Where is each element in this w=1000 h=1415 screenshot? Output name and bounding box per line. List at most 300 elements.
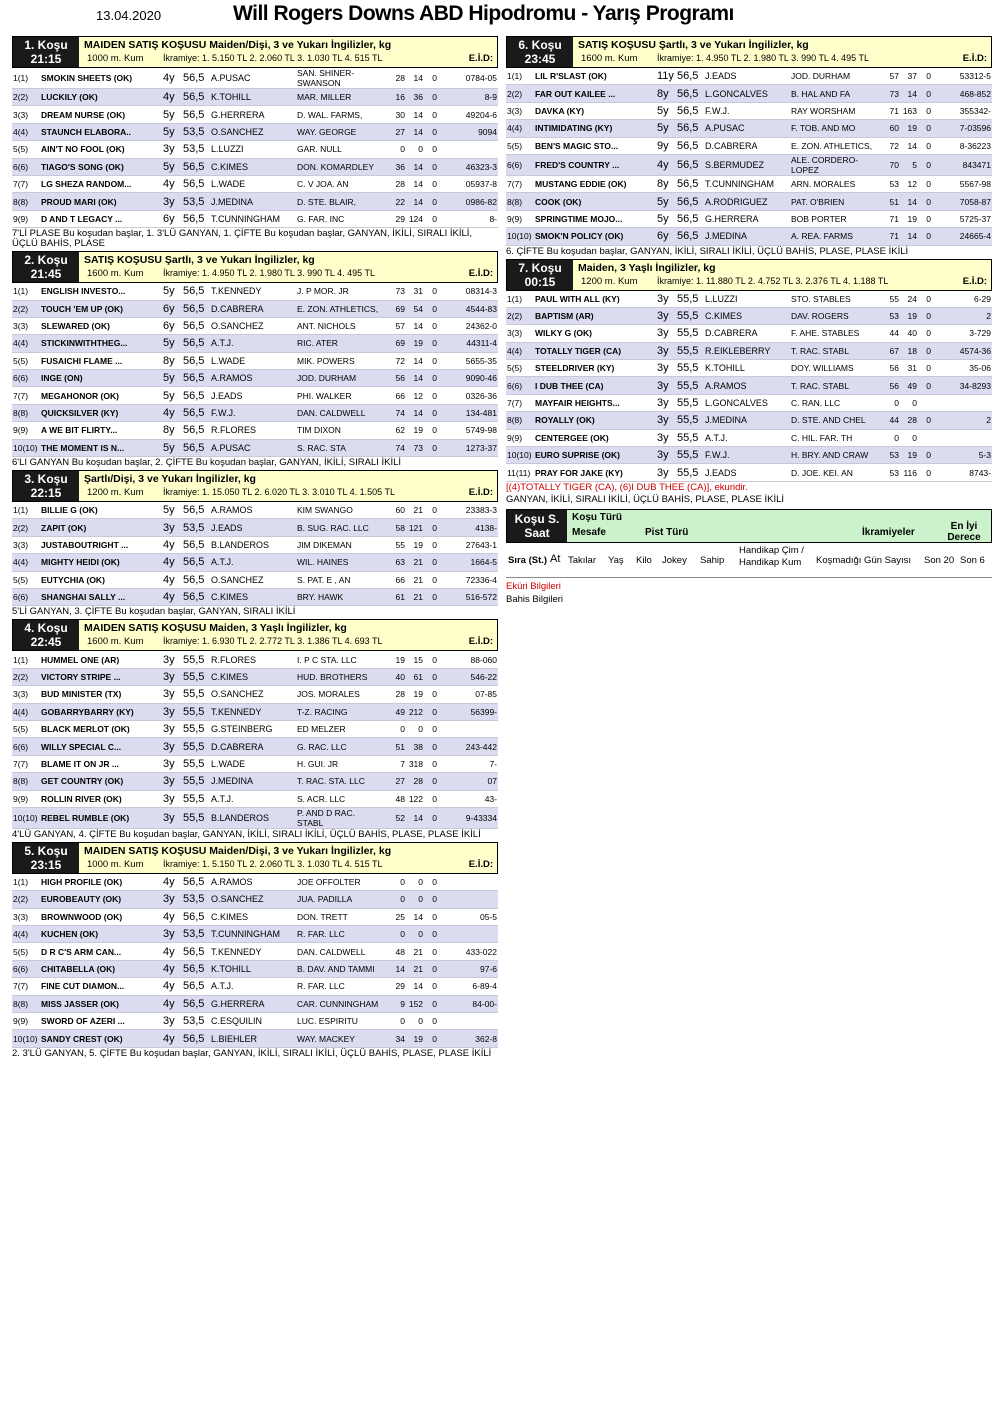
handicap-points: 55: [889, 293, 899, 304]
horse-weight: 56,5: [183, 354, 205, 367]
runner-number: 10(10): [507, 231, 532, 242]
race-eid: E.İ.D:: [468, 53, 493, 64]
handicap-points: 25: [395, 911, 405, 922]
horse-weight: 55,5: [677, 362, 699, 375]
days-not-run: 14: [907, 196, 917, 207]
owner-name: E. ZON. ATHLETICS,: [791, 140, 873, 151]
horse-name: STEELDRIVER (KY): [535, 363, 615, 374]
runner-g: 0: [432, 144, 437, 155]
last-form: 5725-37: [959, 213, 991, 224]
days-not-run: 116: [903, 467, 917, 478]
runner-number: 2(2): [507, 311, 523, 322]
runner-number: 7(7): [507, 398, 523, 409]
last-form: 9094: [478, 126, 497, 137]
table-row: [12, 651, 498, 668]
jockey-name: T.KENNEDY: [211, 286, 262, 297]
legend-col-order: Sıra (St.): [508, 554, 548, 566]
horse-age: 4y: [163, 980, 175, 993]
horse-name: PAUL WITH ALL (KY): [535, 293, 620, 304]
race-header: [12, 619, 498, 651]
last-form: 546-22: [470, 671, 497, 682]
race-info: [79, 252, 497, 282]
legend-header: [506, 509, 992, 543]
race-block: [12, 619, 498, 829]
table-row: [12, 123, 498, 140]
horse-age: 3y: [657, 310, 669, 323]
table-row: [12, 370, 498, 387]
jockey-name: L.LUZZI: [705, 293, 738, 304]
owner-name: S. ACR. LLC: [297, 793, 346, 804]
last-form: 56399-: [470, 706, 497, 717]
handicap-points: 52: [395, 812, 405, 823]
days-not-run: 14: [413, 812, 423, 823]
horse-age: 6y: [657, 230, 669, 243]
horse-name: MUSTANG EDDIE (OK): [535, 179, 627, 190]
jockey-name: F.W.J.: [211, 408, 236, 419]
runner-number: 9(9): [13, 793, 29, 804]
handicap-points: 44: [889, 415, 899, 426]
race-eid: E.İ.D:: [962, 275, 987, 287]
horse-name: EUROBEAUTY (OK): [41, 894, 122, 905]
handicap-points: 28: [395, 689, 405, 700]
horse-weight: 56,5: [183, 876, 205, 889]
days-not-run: 73: [413, 442, 423, 453]
runner-g: 0: [432, 946, 437, 957]
runner-number: 7(7): [507, 179, 523, 190]
race-time: 23:15: [30, 857, 62, 872]
last-form: 72336-4: [465, 574, 497, 585]
horse-weight: 55,5: [183, 775, 205, 788]
horse-age: 3y: [163, 705, 175, 718]
days-not-run: 21: [413, 964, 423, 975]
race-time: 23:45: [524, 52, 556, 66]
table-row: [506, 193, 992, 210]
table-row: [506, 291, 992, 308]
table-row: [506, 85, 992, 102]
horse-name: D R C'S ARM CAN...: [41, 946, 122, 957]
legend-info: [567, 510, 991, 542]
horse-weight: 55,5: [183, 653, 205, 666]
runner-number: 10(10): [13, 1033, 38, 1044]
runner-number: 9(9): [507, 432, 523, 443]
days-not-run: 21: [413, 592, 423, 603]
race-info: [79, 471, 497, 501]
runner-g: 0: [432, 540, 437, 550]
handicap-points: 40: [395, 671, 405, 682]
handicap-points: 9: [400, 998, 405, 1009]
race-distance: 1600 m. Kum: [581, 53, 638, 64]
runner-g: 0: [926, 293, 931, 304]
last-form: 5655-35: [465, 355, 497, 366]
handicap-points: 73: [395, 286, 405, 297]
jockey-name: A.T.J.: [211, 338, 234, 349]
horse-weight: 56,5: [183, 407, 205, 420]
horse-name: ROLLIN RIVER (OK): [41, 793, 122, 804]
jockey-name: A.PUSAC: [705, 123, 745, 134]
table-row: [12, 978, 498, 995]
table-row: [12, 439, 498, 456]
jockey-name: J.MEDINA: [705, 231, 748, 242]
legend-col-age: Yaş: [608, 554, 624, 566]
horse-weight: 55,5: [183, 705, 205, 718]
table-row: [12, 106, 498, 123]
last-form: 5567-98: [959, 179, 991, 190]
days-not-run: 19: [413, 689, 423, 700]
owner-name: T-Z. RACING: [297, 706, 348, 717]
handicap-points: 27: [395, 776, 405, 787]
owner-name: G. RAC. LLC: [297, 741, 347, 752]
horse-name: CENTERGEE (OK): [535, 432, 609, 443]
horse-weight: 56,5: [183, 372, 205, 385]
days-not-run: 14: [413, 355, 423, 366]
days-not-run: 121: [408, 522, 423, 533]
runners-table: [12, 68, 498, 228]
days-not-run: 14: [907, 88, 917, 99]
horse-name: GET COUNTRY (OK): [41, 776, 124, 787]
bet-info-note: GANYAN, İKİLİ, SIRALI İKİLİ, ÜÇLÜ BAHİS, PLASE, PLASE İKİLİ: [506, 493, 785, 505]
jockey-name: A.RAMOS: [211, 505, 253, 516]
runner-number: 6(6): [507, 380, 523, 391]
table-row: [506, 412, 992, 429]
jockey-name: C.KIMES: [211, 592, 249, 603]
ekuri-note: [(4)TOTALLY TIGER (CA), (6)I DUB THEE (CA)], ekuridir.: [506, 481, 748, 493]
runner-number: 1(1): [13, 877, 29, 888]
runner-number: 2(2): [507, 88, 523, 99]
race-time: 21:45: [30, 267, 62, 282]
table-row: [12, 790, 498, 807]
handicap-points: 70: [889, 159, 899, 170]
owner-name: ANT. NICHOLS: [297, 321, 356, 332]
jockey-name: A.T.J.: [705, 432, 728, 443]
runner-number: 3(3): [13, 540, 29, 550]
owner-name: H. BRY. AND CRAW: [791, 450, 869, 461]
race-time: 00:15: [524, 274, 556, 289]
horse-name: INTIMIDATING (KY): [535, 123, 613, 134]
horse-weight: 53,5: [183, 143, 205, 156]
race-title: MAIDEN SATIŞ KOŞUSU Maiden/Dişi, 3 ve Yukarı İngilizler, kg: [84, 39, 392, 51]
horse-weight: 55,5: [677, 397, 699, 410]
horse-weight: 56,5: [183, 910, 205, 923]
horse-name: ENGLISH INVESTO...: [41, 286, 126, 297]
horse-weight: 53,5: [183, 928, 205, 941]
days-not-run: 14: [413, 981, 423, 992]
table-row: [506, 360, 992, 377]
owner-name: JOD. DURHAM: [791, 71, 851, 82]
table-row: [12, 668, 498, 685]
legend-col-horse: At: [550, 552, 561, 565]
horse-name: INGE (ON): [41, 373, 83, 384]
runner-number: 4(4): [13, 557, 29, 568]
handicap-points: 44: [889, 328, 899, 339]
horse-name: FINE CUT DIAMON...: [41, 981, 125, 992]
owner-name: PAT. O'BRIEN: [791, 196, 845, 207]
jockey-name: T.CUNNINGHAM: [211, 929, 280, 940]
horse-age: 3y: [163, 792, 175, 805]
horse-age: 5y: [657, 122, 669, 135]
runner-g: 0: [432, 1016, 437, 1027]
days-not-run: 318: [408, 758, 423, 769]
last-form: 433-022: [465, 946, 497, 957]
owner-name: S. PAT. E , AN: [297, 574, 351, 585]
handicap-points: 0: [894, 398, 899, 409]
jockey-name: C.KIMES: [705, 311, 743, 322]
owner-name: DAN. CALDWELL: [297, 946, 366, 957]
horse-weight: 55,5: [183, 792, 205, 805]
horse-name: LUCKILY (OK): [41, 92, 98, 103]
owner-name: B. SUG. RAC. LLC: [297, 522, 369, 533]
last-form: 4138-: [475, 522, 497, 533]
handicap-points: 48: [395, 946, 405, 957]
handicap-points: 0: [400, 877, 405, 888]
table-row: [12, 89, 498, 106]
horse-name: I DUB THEE (CA): [535, 380, 604, 391]
horse-name: A WE BIT FLIRTY...: [41, 425, 118, 436]
horse-age: 3y: [657, 292, 669, 305]
handicap-points: 48: [395, 793, 405, 804]
runner-number: 1(1): [507, 293, 523, 304]
owner-name: B. HAL AND FA: [791, 88, 851, 99]
days-not-run: 36: [413, 92, 423, 103]
horse-age: 3y: [163, 740, 175, 753]
last-form: 843471: [962, 159, 991, 170]
last-form: 1273-37: [465, 442, 497, 453]
race-title: MAIDEN SATIŞ KOŞUSU Maiden, 3 Yaşlı İngilizler, kg: [84, 622, 347, 635]
jockey-name: D.CABRERA: [211, 741, 264, 752]
bet-info-note: 7'Lİ PLASE Bu koşudan başlar, 1. 3'LÜ GANYAN, 1. ÇİFTE Bu koşudan başlar, GANYAN, İKİLİ, SIRALI İKİLİ, ÜÇLÜ BAHİS, PLASE: [12, 228, 473, 250]
race-header: [12, 470, 498, 502]
runner-number: 5(5): [13, 724, 29, 735]
horse-weight: 56,5: [183, 1032, 205, 1045]
table-row: [12, 720, 498, 737]
runner-number: 2(2): [13, 894, 29, 905]
jockey-name: T.CUNNINGHAM: [705, 179, 774, 190]
horse-name: STAUNCH ELABORA..: [41, 126, 132, 137]
race-header: [506, 259, 992, 291]
jockey-name: D.CABRERA: [705, 328, 758, 339]
runner-g: 0: [432, 338, 437, 349]
handicap-points: 51: [889, 196, 899, 207]
jockey-name: L.WADE: [211, 179, 246, 190]
owner-name: GAR. NULL: [297, 144, 342, 155]
horse-name: CHITABELLA (OK): [41, 964, 116, 975]
horse-name: SWORD OF AZERI ...: [41, 1016, 125, 1027]
last-form: 8-9: [484, 92, 497, 103]
horse-age: 4y: [657, 158, 669, 171]
handicap-points: 27: [395, 126, 405, 137]
days-not-run: 14: [413, 179, 423, 190]
race-title: Şartlı/Dişi, 3 ve Yukarı İngilizler, kg: [84, 473, 256, 486]
runner-g: 0: [432, 894, 437, 905]
runner-number: 11(11): [507, 467, 531, 478]
runners-table: [506, 68, 992, 246]
owner-name: WIL. HAINES: [297, 557, 349, 568]
owner-name: F. AHE. STABLES: [791, 328, 860, 339]
last-form: [438, 891, 498, 908]
horse-name: BAPTISM (AR): [535, 311, 594, 322]
days-not-run: 163: [902, 105, 917, 116]
handicap-points: 56: [395, 373, 405, 384]
last-form: 516-572: [465, 592, 497, 603]
horse-weight: 55,5: [677, 379, 699, 392]
table-row: [506, 429, 992, 446]
horse-weight: 55,5: [183, 688, 205, 701]
horse-name: PRAY FOR JAKE (KY): [535, 467, 623, 478]
race-number-box: [13, 471, 79, 501]
owner-name: JIM DIKEMAN: [297, 540, 352, 550]
horse-name: HUMMEL ONE (AR): [41, 654, 120, 665]
race-block: [12, 470, 498, 606]
horse-name: SMOK'N POLICY (OK): [535, 231, 624, 242]
days-not-run: 19: [907, 213, 917, 224]
runner-number: 9(9): [13, 1016, 29, 1027]
handicap-points: 53: [889, 450, 899, 461]
table-row: [12, 158, 498, 175]
legend-distance: Mesafe: [572, 526, 606, 538]
days-not-run: 14: [413, 196, 423, 207]
horse-name: COOK (OK): [535, 196, 582, 207]
days-not-run: 14: [907, 231, 917, 242]
owner-name: ALE. CORDERO-LOPEZ: [791, 154, 859, 175]
runner-g: 0: [432, 724, 437, 735]
horse-name: DREAM NURSE (OK): [41, 109, 126, 120]
jockey-name: G.STEINBERG: [211, 724, 273, 735]
days-not-run: 14: [413, 73, 423, 83]
legend-time-label: Saat: [524, 525, 550, 540]
runner-number: 1(1): [13, 654, 29, 665]
table-row: [506, 307, 992, 324]
horse-weight: 56,5: [183, 573, 205, 586]
handicap-points: 0: [400, 894, 405, 905]
runner-g: 0: [926, 179, 931, 190]
runner-number: 2(2): [13, 92, 29, 103]
runner-g: [918, 429, 932, 446]
last-form: 8-: [489, 213, 497, 224]
runner-number: 9(9): [13, 425, 29, 436]
runner-g: 0: [432, 998, 437, 1009]
jockey-name: A.T.J.: [211, 557, 234, 568]
horse-age: 6y: [163, 212, 175, 225]
table-row: [506, 102, 992, 119]
days-not-run: 28: [413, 776, 423, 787]
handicap-points: 60: [395, 505, 405, 516]
jockey-name: C.KIMES: [211, 911, 249, 922]
table-row: [12, 686, 498, 703]
days-not-run: 14: [413, 911, 423, 922]
horse-name: BLAME IT ON JR ...: [41, 758, 119, 769]
horse-name: MISS JASSER (OK): [41, 998, 119, 1009]
table-row: [506, 447, 992, 464]
horse-age: 5y: [163, 108, 175, 121]
last-form: 34-8293: [959, 380, 991, 391]
runner-number: 1(1): [13, 505, 29, 516]
handicap-points: 7: [400, 758, 405, 769]
runner-number: 4(4): [13, 126, 29, 137]
horse-name: FUSAICHI FLAME ...: [41, 355, 123, 366]
last-form: [438, 926, 498, 943]
horse-name: LIL R'SLAST (OK): [535, 71, 607, 82]
handicap-points: 30: [395, 109, 405, 120]
legend-race-type: Koşu Türü: [572, 511, 622, 523]
horse-weight: 55,5: [183, 740, 205, 753]
days-not-run: 0: [912, 432, 917, 443]
horse-weight: 56,5: [183, 441, 205, 454]
owner-name: JUA. PADILLA: [297, 894, 353, 905]
race-prize: İkramiye: 1. 4.950 TL 2. 1.980 TL 3. 990 TL 4. 495 TL: [163, 268, 375, 279]
horse-weight: 56,5: [183, 108, 205, 121]
last-form: 24362-0: [465, 321, 497, 332]
table-row: [12, 175, 498, 192]
table-row: [506, 137, 992, 154]
jockey-name: L.GONCALVES: [705, 398, 768, 409]
runner-g: 0: [432, 793, 437, 804]
last-form: 53312-5: [959, 71, 991, 82]
race-label: 6. Koşu: [518, 38, 562, 52]
handicap-points: 57: [395, 321, 405, 332]
horse-name: SMOKIN SHEETS (OK): [41, 73, 133, 83]
owner-name: P. AND D RAC. STABL: [297, 807, 355, 828]
legend-col-handicap-dirt: Handikap Kum: [739, 556, 802, 568]
owner-name: A. REA. FARMS: [791, 231, 853, 242]
horse-weight: 55,5: [677, 292, 699, 305]
horse-age: 3y: [657, 431, 669, 444]
handicap-points: 69: [395, 303, 405, 314]
runner-number: 9(9): [507, 213, 523, 224]
table-row: [12, 773, 498, 790]
handicap-points: 63: [395, 557, 405, 568]
owner-name: T. RAC. STA. LLC: [297, 776, 365, 787]
last-form: 35-06: [969, 363, 991, 374]
jockey-name: R.FLORES: [211, 425, 257, 436]
horse-name: WILKY G (OK): [535, 328, 592, 339]
handicap-points: 56: [889, 380, 899, 391]
runner-g: 0: [432, 126, 437, 137]
days-not-run: 19: [413, 425, 423, 436]
horse-name: EURO SUPRISE (OK): [535, 450, 621, 461]
bet-info-note: 6'LI GANYAN Bu koşudan başlar, 2. ÇİFTE Bu koşudan başlar, GANYAN, İKİLİ, SIRALI İKİLİ: [12, 457, 402, 469]
table-row: [506, 342, 992, 359]
horse-weight: 55,5: [677, 449, 699, 462]
horse-name: SANDY CREST (OK): [41, 1033, 123, 1044]
table-row: [12, 502, 498, 519]
runner-g: 0: [432, 706, 437, 717]
handicap-points: 72: [889, 140, 899, 151]
table-row: [12, 193, 498, 210]
horse-weight: 56,5: [183, 389, 205, 402]
table-row: [506, 464, 992, 481]
legend-race-box: [507, 510, 567, 542]
table-row: [12, 960, 498, 977]
owner-name: D. JOE. KEI. AN: [791, 467, 853, 478]
horse-age: 5y: [163, 441, 175, 454]
handicap-points: 29: [395, 981, 405, 992]
race-distance: 1200 m. Kum: [87, 487, 144, 499]
handicap-points: 49: [395, 706, 405, 717]
days-not-run: 14: [907, 140, 917, 151]
race-number-box: [13, 620, 79, 650]
horse-age: 8y: [657, 87, 669, 100]
owner-name: CAR. CUNNINGHAM: [297, 998, 379, 1009]
horse-name: QUICKSILVER (KY): [41, 408, 119, 419]
horse-name: DAVKA (KY): [535, 105, 585, 116]
owner-name: D. STE. BLAIR,: [297, 196, 357, 207]
last-form: 9-43334: [465, 812, 497, 823]
owner-name: RIC. ATER: [297, 338, 338, 349]
owner-name: TIM DIXON: [297, 425, 341, 436]
handicap-points: 53: [889, 467, 899, 478]
handicap-points: 74: [395, 442, 405, 453]
legend-col-days-off: Koşmadığı Gün Sayısı: [816, 554, 912, 566]
horse-age: 8y: [163, 354, 175, 367]
